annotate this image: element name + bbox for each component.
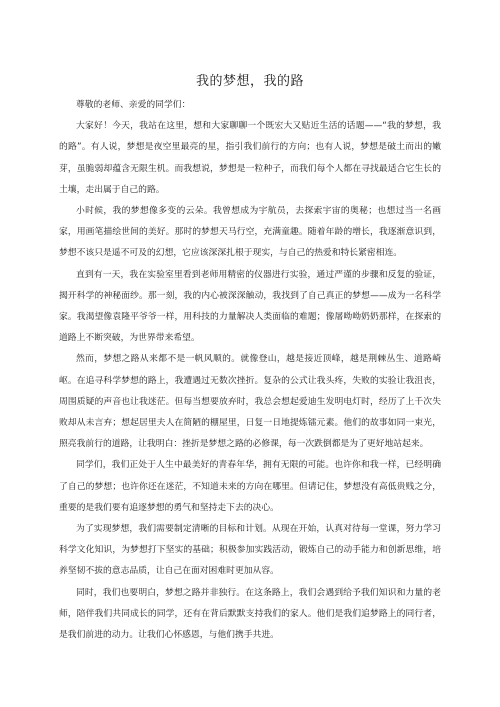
paragraph-7: 同时，我们也要明白，梦想之路并非独行。在这条路上，我们会遇到给予我们知识和力量的老师，陪伴我们共同成长的同学，还有在背后默默支持我们的家人。他们是我们追梦路上的同行者，是我们前进的动力。让我们心怀感恩，与他们携手共进。: [59, 587, 441, 641]
paragraph-1: 大家好！今天，我站在这里，想和大家聊聊一个既宏大又贴近生活的话题——“我的梦想，我的路”。有人说，梦想是夜空里最亮的星，指引我们前行的方向；也有人说，梦想是破土而出的嫩芽，虽脆弱却蕴含无限生机。而我想说，梦想是一粒种子，而我们每个人都在寻找最适合它生长的土壤，走出属于自己的路。: [59, 121, 441, 195]
document-title: 我的梦想，我的路: [195, 73, 304, 89]
paragraph-5: 同学们，我们正处于人生中最美好的青春年华，拥有无限的可能。也许你和我一样，已经明确了自己的梦想；也许你还在迷茫，不知道未来的方向在哪里。但请记住，梦想没有高低贵贱之分，重要的是我们要有追逐梦想的勇气和坚持走下去的决心。: [59, 460, 441, 513]
paragraph-4: 然而，梦想之路从来都不是一帆风顺的。就像登山，越是接近顶峰，越是荆棘丛生、道路崎岖。在追寻科学梦想的路上，我遭遇过无数次挫折。复杂的公式让我头疼，失败的实验让我沮丧，周围质疑的声音也让我迷茫。但每当想要放弃时，我总会想起爱迪生发明电灯时，经历了上千次失败却从未言弃；想起居里夫人在简陋的棚屋里，日复一日地提炼镭元素。他们的故事如同一束光，照亮我前行的道路，让我明白：挫折是梦想之路的必修课，每一次跌倒都是为了更好地站起来。: [59, 354, 441, 450]
document-body: [59, 95, 441, 646]
paragraph-6: 为了实现梦想，我们需要制定清晰的目标和计划。从现在开始，认真对待每一堂课，努力学习科学文化知识，为梦想打下坚实的基础；积极参加实践活动，锻炼自己的动手能力和创新思维，培养坚韧不拔的意志品质，让自己在面对困难时更加从容。: [59, 524, 441, 577]
paragraph-2: 小时候，我的梦想像多变的云朵。我曾想成为宇航员，去探索宇宙的奥秘；也想过当一名画家，用画笔描绘世间的美好。那时的梦想天马行空，充满童趣。随着年龄的增长，我逐渐意识到，梦想不该只是遥不可及的幻想，它应该深深扎根于现实，与自己的热爱和特长紧密相连。: [59, 206, 441, 259]
paragraph-3: 直到有一天，我在实验室里看到老师用精密的仪器进行实验，通过严谨的步骤和反复的验证，揭开科学的神秘面纱。那一刻，我的内心被深深触动，我找到了自己真正的梦想——成为一名科学家。我渴望像袁隆平爷爷一样，用科技的力量解决人类面临的难题；像屠呦呦奶奶那样，在探索的道路上不断突破，为世界带来希望。: [59, 269, 441, 344]
salutation: 尊敬的老师、亲爱的同学们：: [76, 100, 191, 110]
